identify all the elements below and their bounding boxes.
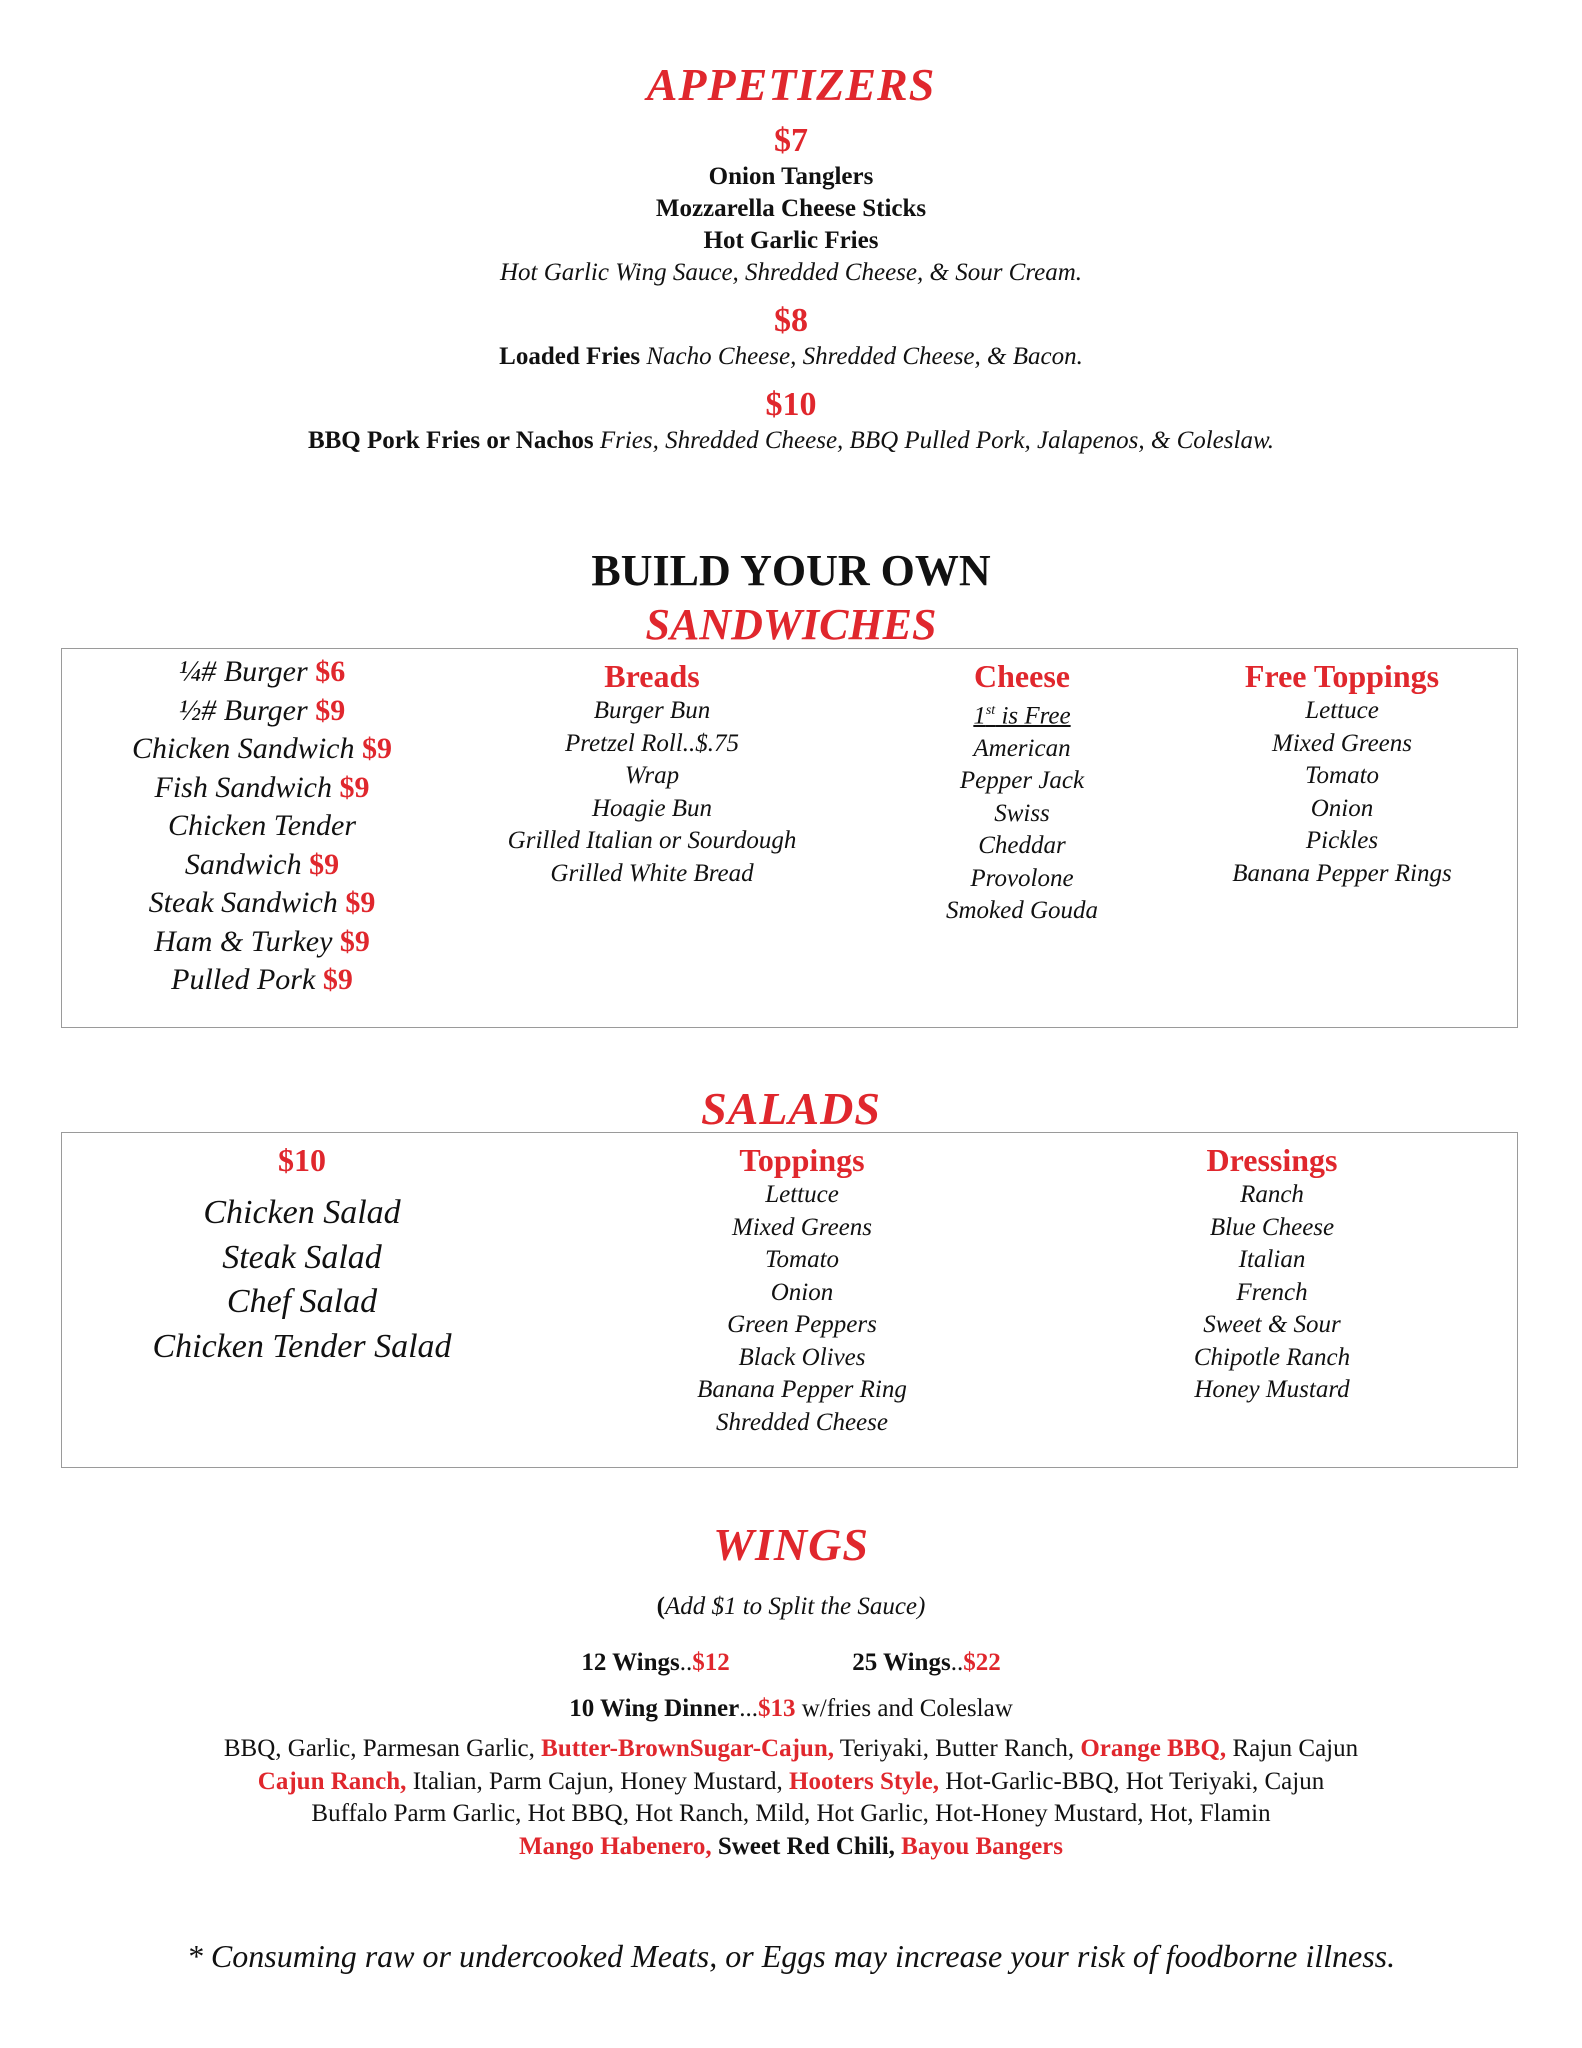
appetizer-description: Nacho Cheese, Shredded Cheese, & Bacon.: [640, 343, 1083, 370]
list-item: Hoagie Bun: [591, 794, 713, 822]
salad-toppings-heading: Toppings: [739, 1142, 865, 1178]
wings-12-label: 12 Wings: [581, 1649, 680, 1676]
item-price: $9: [339, 770, 370, 804]
list-item: Chicken Tender Salad: [152, 1327, 452, 1365]
appetizer-description: Hot Garlic Wing Sauce, Shredded Cheese, & Sour Cream.: [499, 259, 1083, 286]
list-item: Burger Bun: [593, 697, 711, 724]
dressings-column: [1122, 1141, 1422, 1407]
cheese-heading: Cheese: [974, 658, 1070, 694]
list-item: Sweet & Sour: [1203, 1311, 1341, 1338]
list-item: Grilled Italian or Sourdough: [507, 827, 797, 854]
list-item: Cheddar: [978, 832, 1066, 860]
note-paren: (: [656, 1593, 665, 1620]
appetizer-item: [0, 341, 1582, 373]
salads-box: [61, 1132, 1518, 1468]
list-item: Tomato: [1304, 762, 1380, 789]
list-item: Swiss: [994, 799, 1050, 827]
sauce-text: Rajun Cajun: [1226, 1735, 1359, 1762]
list-item: Blue Cheese: [1209, 1213, 1335, 1241]
sauce-text: Hooters Style,: [789, 1767, 939, 1795]
sauce-line: [0, 1798, 1582, 1831]
list-item: Chicken Salad: [203, 1194, 401, 1231]
list-item: Lettuce: [765, 1181, 839, 1208]
appetizer-item: Onion Tanglers: [708, 163, 874, 190]
list-item: [82, 961, 442, 1000]
item-price: $9: [345, 886, 376, 919]
item-price: $9: [361, 732, 392, 765]
wings-25-label: 25 Wings: [852, 1649, 951, 1676]
wings-12-price: $12: [692, 1649, 730, 1676]
sauce-line: [0, 1831, 1582, 1864]
wings-title: WINGS: [713, 1519, 869, 1570]
list-item: American: [973, 734, 1071, 762]
sauce-line: [0, 1733, 1582, 1766]
sauce-text: Sweet Red Chili,: [711, 1832, 902, 1860]
list-item: Banana Pepper Ring: [697, 1376, 907, 1403]
list-item: Banana Pepper Rings: [1232, 859, 1452, 887]
wing-dinner-dots: ...: [739, 1695, 758, 1722]
salads-list-column: [122, 1141, 482, 1369]
first-free-suffix: st: [985, 703, 996, 718]
wings-25-price: $22: [963, 1649, 1001, 1676]
item-price: $9: [315, 693, 346, 727]
free-toppings-heading: Free Toppings: [1244, 658, 1440, 694]
list-item: Green Peppers: [727, 1311, 877, 1338]
sauce-text: Butter-BrownSugar-Cajun,: [541, 1735, 834, 1762]
list-item: Ranch: [1240, 1181, 1304, 1208]
wings-counts: [0, 1647, 1582, 1679]
cheese-first-free: [872, 695, 1172, 733]
sauce-text: Teriyaki, Butter Ranch,: [834, 1735, 1081, 1762]
first-free-number: 1: [973, 702, 986, 730]
appetizer-name: Loaded Fries: [499, 343, 641, 370]
list-item: Honey Mustard: [1194, 1376, 1350, 1403]
dressings-heading: Dressings: [1206, 1142, 1338, 1178]
item-name: Fish Sandwich: [154, 770, 340, 804]
item-name: Pulled Pork: [171, 963, 323, 996]
breads-column: [462, 657, 842, 890]
list-item: Steak Salad: [222, 1238, 382, 1276]
list-item: Black Olives: [738, 1343, 866, 1371]
item-price: $9: [322, 963, 353, 996]
free-toppings-column: [1182, 657, 1502, 890]
list-item: Tomato: [764, 1246, 840, 1273]
appetizers-price-7: $7: [774, 122, 808, 159]
list-item: Pretzel Roll..$.75: [564, 729, 740, 757]
list-item: [82, 846, 442, 885]
item-name: ¼# Burger: [178, 655, 316, 688]
note-text: Add $1 to Split the Sauce): [664, 1593, 926, 1620]
wings-note: [0, 1593, 1582, 1621]
appetizers-section: [0, 58, 1582, 457]
appetizer-item: Hot Garlic Fries: [703, 227, 879, 254]
wing-dinner-desc: w/fries and Coleslaw: [795, 1695, 1013, 1722]
list-item: Chef Salad: [226, 1283, 378, 1320]
list-item: [82, 692, 442, 731]
appetizer-name: BBQ Pork Fries or Nachos: [307, 427, 594, 454]
list-item: Pickles: [1305, 827, 1379, 854]
appetizers-title: APPETIZERS: [646, 59, 936, 110]
list-item: [82, 923, 442, 962]
byo-title: BUILD YOUR OWN: [591, 546, 991, 595]
appetizer-item: Mozzarella Cheese Sticks: [655, 195, 927, 222]
item-name: Sandwich: [184, 847, 310, 881]
first-free-text: is Free: [995, 702, 1071, 730]
sauce-text: BBQ, Garlic, Parmesan Garlic,: [223, 1735, 542, 1762]
food-safety-disclaimer: * Consuming raw or undercooked Meats, or Eggs may increase your risk of foodborne illness.: [186, 1938, 1396, 1974]
list-item: Lettuce: [1305, 697, 1379, 724]
list-item: Onion: [1310, 794, 1374, 822]
wings-section: [0, 1518, 1582, 1863]
breads-heading: Breads: [604, 658, 700, 694]
list-item: Mixed Greens: [732, 1213, 872, 1241]
appetizer-description: Fries, Shredded Cheese, BBQ Pulled Pork, Jalapenos, & Coleslaw.: [593, 427, 1275, 454]
list-item: [82, 884, 442, 923]
sauce-text: Hot-Garlic-BBQ, Hot Teriyaki, Cajun: [938, 1767, 1325, 1795]
sauce-text: Cajun Ranch,: [257, 1767, 407, 1795]
wing-dinner-label: 10 Wing Dinner: [569, 1695, 740, 1722]
item-name: Chicken Tender: [167, 809, 357, 842]
sandwich-mains-column: [82, 653, 442, 1000]
sauce-text: Mango Habenero,: [518, 1832, 712, 1860]
item-name: Steak Sandwich: [148, 886, 346, 919]
list-item: [82, 769, 442, 808]
sandwich-box: [61, 648, 1518, 1028]
salads-heading: [0, 1082, 1582, 1135]
cheese-column: [872, 657, 1172, 928]
appetizers-price-10: $10: [765, 386, 817, 423]
sauce-text: Buffalo Parm Garlic, Hot BBQ, Hot Ranch, Mild, Hot Garlic, Hot-Honey Mustard, Hot, Flamin: [311, 1800, 1271, 1827]
sauce-text: Orange BBQ,: [1080, 1735, 1227, 1762]
list-item: [82, 653, 442, 692]
sauce-text: Italian, Parm Cajun, Honey Mustard,: [406, 1767, 790, 1795]
sauce-text: Bayou Bangers: [901, 1832, 1063, 1860]
item-name: Chicken Sandwich: [132, 732, 362, 765]
byo-heading: [0, 545, 1582, 653]
list-item: Smoked Gouda: [945, 897, 1099, 925]
salads-price: $10: [278, 1142, 326, 1178]
salad-toppings-column: [642, 1141, 962, 1439]
salads-title: SALADS: [701, 1083, 881, 1134]
list-item: [82, 730, 442, 769]
list-item: French: [1236, 1278, 1308, 1306]
sauce-line: [0, 1766, 1582, 1799]
sauce-list: [0, 1733, 1582, 1863]
item-price: $6: [315, 655, 346, 688]
list-item: Italian: [1238, 1246, 1306, 1273]
list-item: Provolone: [970, 864, 1074, 892]
list-item: Onion: [770, 1278, 834, 1306]
item-price: $9: [309, 847, 340, 881]
list-item: Wrap: [624, 762, 680, 789]
item-name: Ham & Turkey: [154, 924, 340, 958]
item-price: $9: [339, 924, 370, 958]
list-item: Grilled White Bread: [550, 859, 754, 887]
appetizer-item: [0, 425, 1582, 457]
wings-25-dots: ..: [950, 1649, 964, 1676]
wings-12-dots: ..: [679, 1649, 693, 1676]
appetizers-price-8: $8: [774, 302, 808, 339]
wing-dinner-price: $13: [757, 1695, 796, 1722]
list-item: Pepper Jack: [959, 767, 1085, 795]
list-item: Chipotle Ranch: [1193, 1343, 1351, 1371]
list-item: Mixed Greens: [1272, 729, 1412, 757]
item-name: ½# Burger: [178, 693, 316, 727]
wing-dinner: [0, 1693, 1582, 1725]
list-item: Shredded Cheese: [716, 1408, 888, 1436]
list-item: [82, 807, 442, 846]
byo-subtitle: SANDWICHES: [645, 600, 937, 649]
